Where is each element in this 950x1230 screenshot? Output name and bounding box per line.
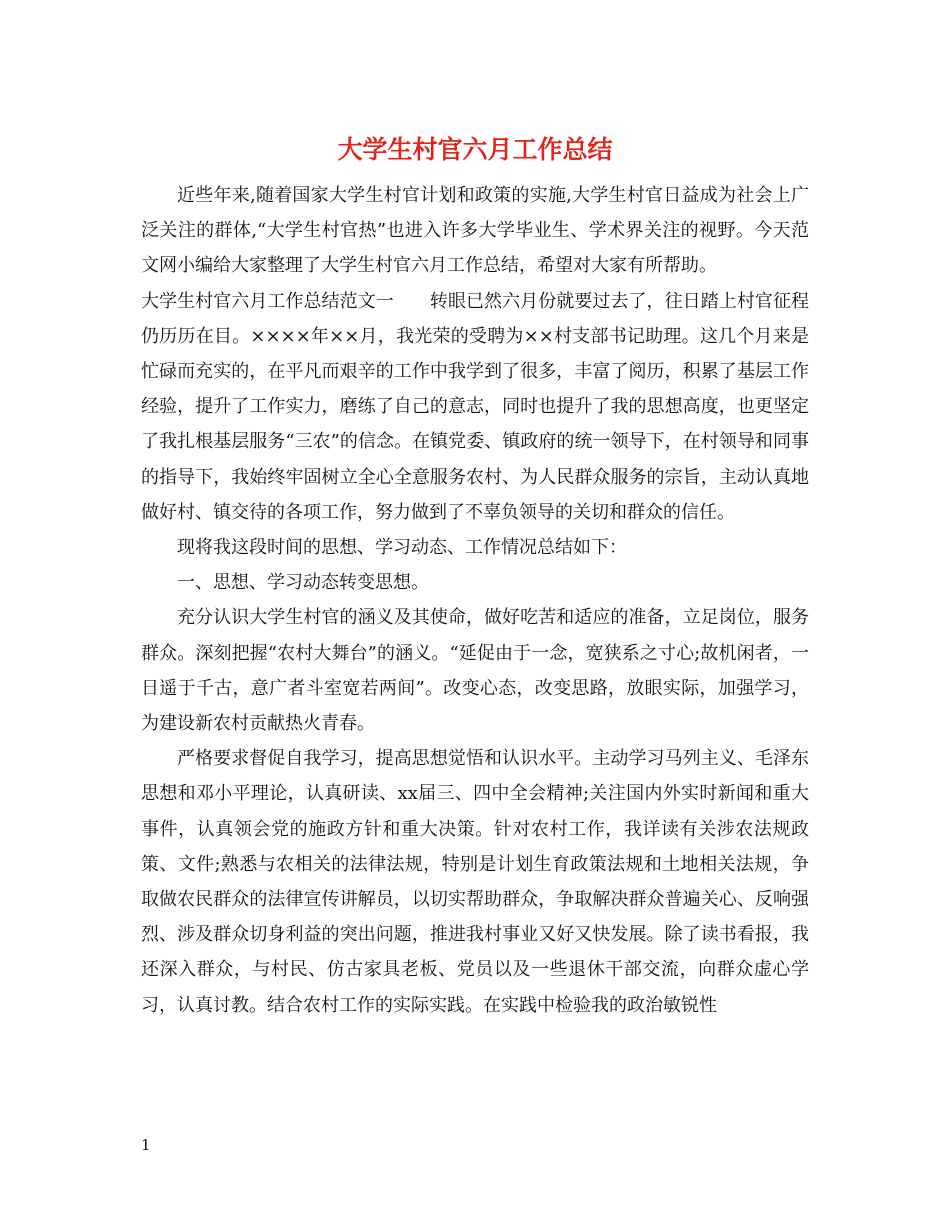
paragraph-intro: 近些年来,随着国家大学生村官计划和政策的实施,大学生村官日益成为社会上广泛关注的群体,“大学生村官热”也进入许多大学毕业生、学术界关注的视野。今天范文网小编给大家整理了大学生村官六月工作总结，希望对大家有所帮助。 xyxy=(141,185,809,277)
paragraph-sample-one: 大学生村官六月工作总结范文一 转眼已然六月份就要过去了，往日踏上村官征程仍历历在目。××××年××月，我光荣的受聘为××村支部书记助理。这几个月来是忙碌而充实的，在平凡而艰辛的工作中我学到了很多，丰富了阅历，积累了基层工作经验，提升了工作实力，磨练了自己的意志，同时也提升了我的思想高度，也更坚定了我扎根基层服务“三农”的信念。在镇党委、镇政府的统一领导下，在村领导和同事的指导下，我始终牢固树立全心全意服务农村、为人民群众服务的宗旨，主动认真地做好村、镇交待的各项工作，努力做到了不辜负领导的关切和群众的信任。 xyxy=(141,290,809,523)
section-heading-thought-study: 一、思想、学习动态转变思想。 xyxy=(177,572,429,594)
paragraph-self-study: 严格要求督促自我学习，提高思想觉悟和认识水平。主动学习马列主义、毛泽东思想和邓小平理论，认真研读、xx届三、四中全会精神;关注国内外实时新闻和重大事件，认真领会党的施政方针和重大决策。针对农村工作，我详读有关涉农法规政策、文件;熟悉与农相关的法律法规，特别是计划生育政策法规和土地相关法规，争取做农民群众的法律宣传讲解员，以切实帮助群众，争取解决群众普遍关心、反响强烈、涉及群众切身利益的突出问题，推进我村事业又好又快发展。除了读书看报，我还深入群众，与村民、仿古家具老板、党员以及一些退休干部交流，向群众虚心学习，认真讨教。结合农村工作的实际实践。在实践中检验我的政治敏锐性 xyxy=(141,748,809,1016)
paragraph-understanding: 充分认识大学生村官的涵义及其使命，做好吃苦和适应的准备，立足岗位，服务群众。深刻把握“农村大舞台”的涵义。“延促由于一念，宽狭系之寸心;故机闲者，一日遥于千古，意广者斗室宽若两间”。改变心态，改变思路，放眼实际，加强学习，为建设新农村贡献热火青春。 xyxy=(141,607,809,735)
document-body xyxy=(141,178,809,1023)
paragraph-summary-lead: 现将我这段时间的思想、学习动态、工作情况总结如下： xyxy=(177,537,627,559)
document-title: 大学生村官六月工作总结 xyxy=(337,135,613,164)
page-number: 1 xyxy=(141,1136,151,1154)
